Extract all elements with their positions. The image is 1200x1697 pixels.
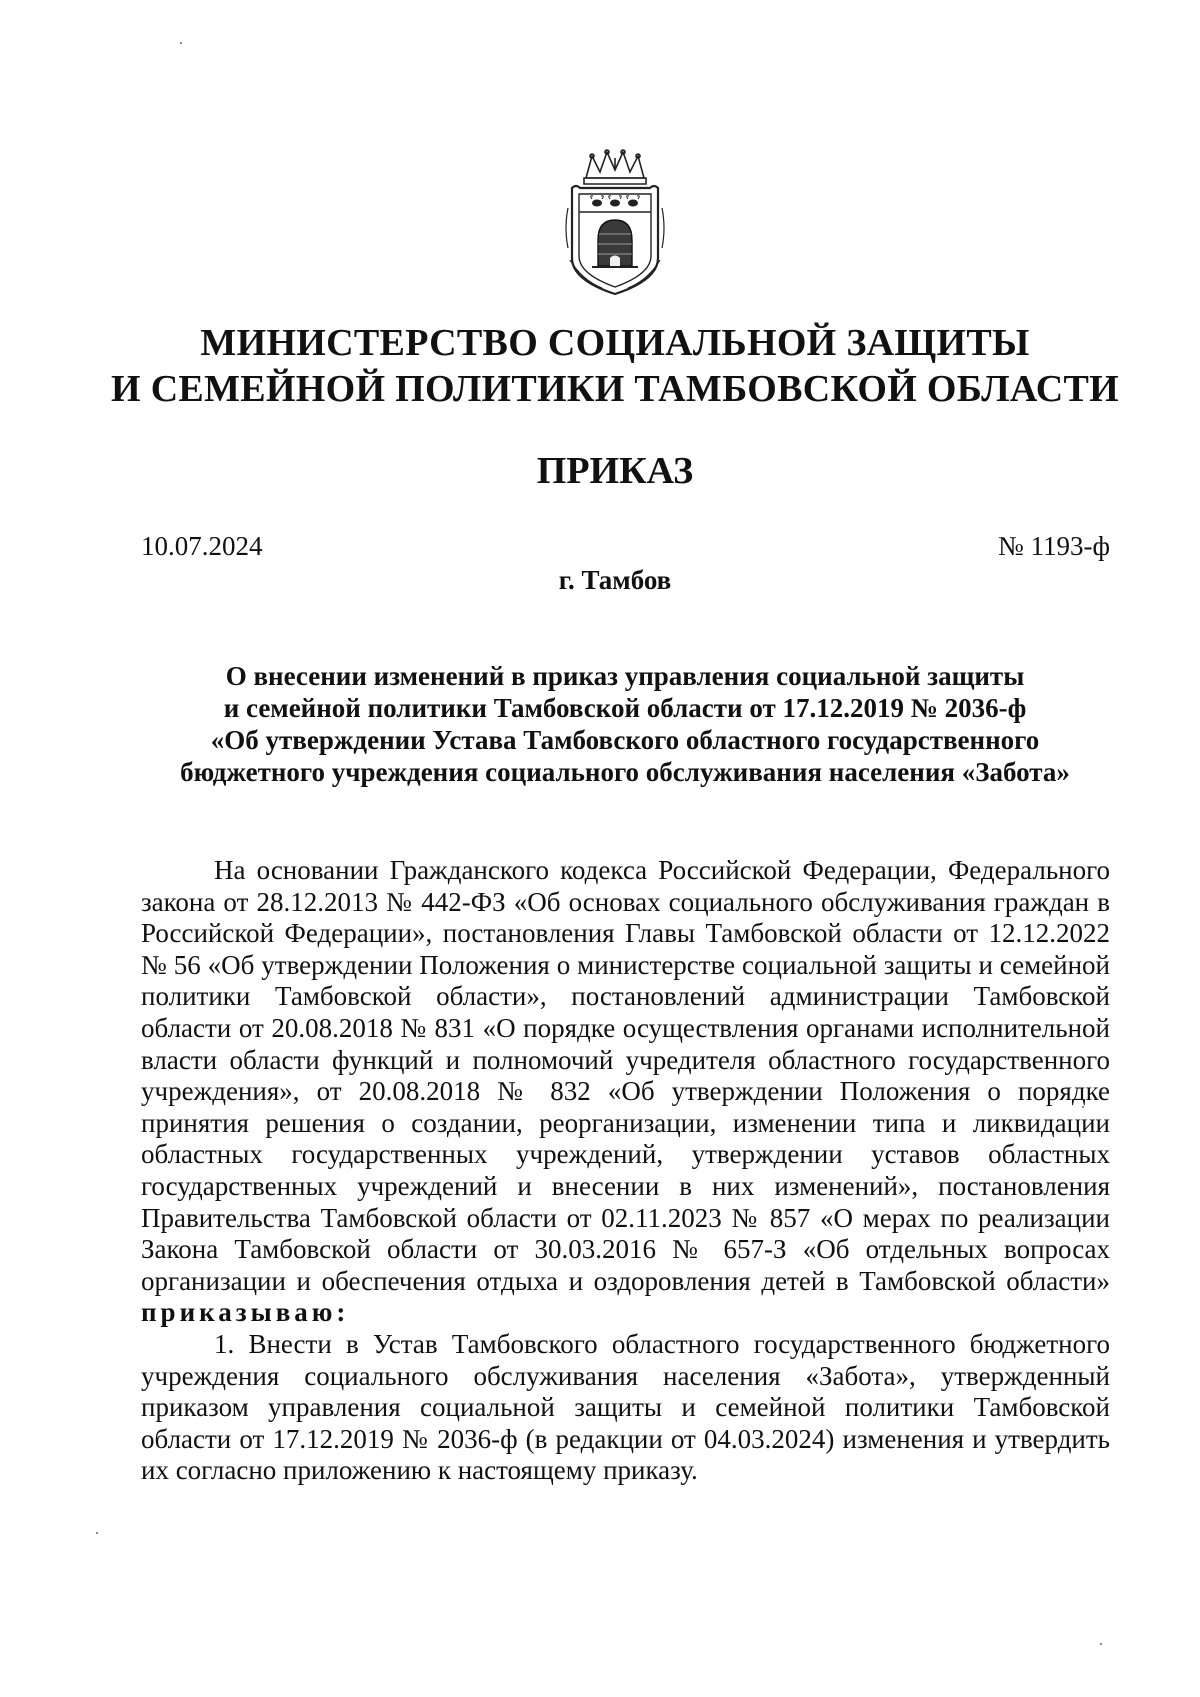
scan-speck (96, 1532, 98, 1534)
subject-line2: и семейной политики Тамбовской области от 17.12.2019 № 2036-ф (223, 693, 1027, 723)
order-item-1: 1. Внести в Устав Тамбовского областного государственного бюджетного учреждения социального обслуживания населения «Забота», утвержденный приказом управления социальной защиты и семейной политики Тамбовской области от 17.12.2019 № 2036-ф (в редакции от 04.03.2024) изменения и утвердить их согласно приложению к настоящему приказу. (141, 1328, 1110, 1486)
document-type-title: ПРИКАЗ (536, 450, 694, 492)
scan-speck (1100, 1643, 1102, 1645)
subject-line1: О внесении изменений в приказ управления социальной защиты (225, 661, 1025, 691)
document-date: 10.07.2024 (141, 531, 263, 561)
document-city: г. Тамбов (558, 565, 672, 595)
ministry-name-line2: И СЕМЕЙНОЙ ПОЛИТИКИ ТАМБОВСКОЙ ОБЛАСТИ (111, 368, 1119, 410)
tambov-region-coat-of-arms-icon (562, 148, 668, 298)
subject-line4: бюджетного учреждения социального обслуживания населения «Забота» (180, 757, 1070, 787)
document-number: № 1193-ф (998, 531, 1110, 561)
ministry-name-line1: МИНИСТЕРСТВО СОЦИАЛЬНОЙ ЗАЩИТЫ (200, 322, 1030, 364)
scan-speck (1082, 1106, 1084, 1108)
preamble-paragraph (141, 855, 1110, 1329)
subject-line3: «Об утверждении Устава Тамбовского областного государственного (210, 725, 1040, 755)
scan-speck (180, 42, 182, 44)
order-keyword: приказываю: (141, 1297, 350, 1328)
preamble-text: На основании Гражданского кодекса Российской Федерации, Федерального закона от 28.12.2013 № 442-ФЗ «Об основах социального обслуживания граждан в Российской Федерации», постановления Главы Тамбовской области от 12.12.2022 № 56 «Об утверждении Положения о министерстве социальной защиты и семейной политики Тамбовской области», постановлений администрации Тамбовской области от 20.08.2018 № 831 «О порядке осуществления органами исполнительной власти области функций и полномочий учредителя областного государственного учреждения», от 20.08.2018 № 832 «Об утверждении Положения о порядке принятия решения о создании, реорганизации, изменении типа и ликвидации областных государственных учреждений, утверждении уставов областных государственных учреждений и внесении в них изменений», постановления Правительства Тамбовской области от 02.11.2023 № 857 «О мерах по реализации Закона Тамбовской области от 30.03.2016 № 657-З «Об отдельных вопросах организации и обеспечения отдыха и оздоровления детей в Тамбовской области» (141, 855, 1110, 1296)
document-subject (140, 660, 1110, 788)
document-body (141, 855, 1110, 1487)
ministry-name (100, 320, 1130, 412)
